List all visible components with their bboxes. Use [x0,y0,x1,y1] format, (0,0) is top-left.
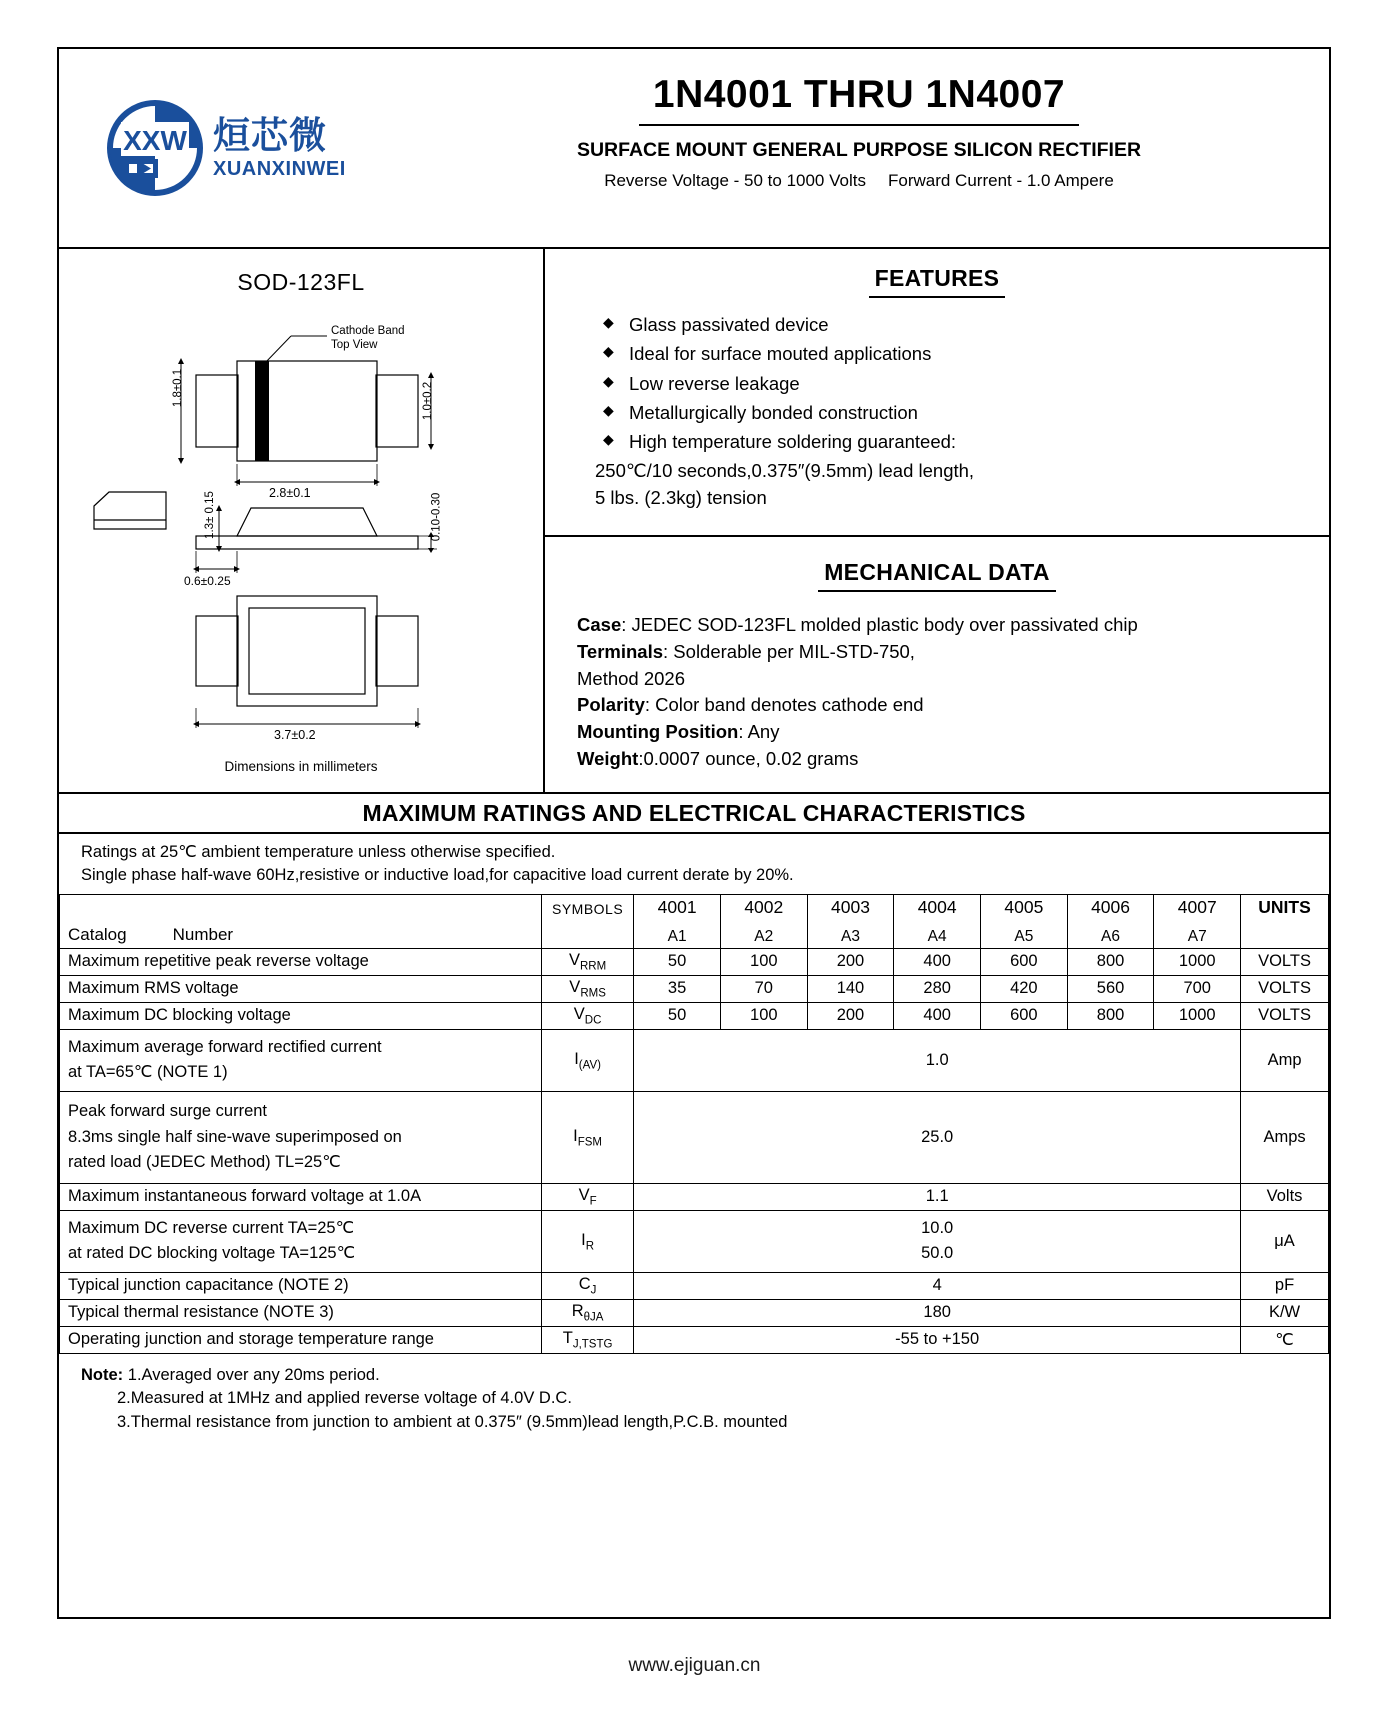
row-description: Maximum DC blocking voltage [60,1002,542,1029]
table-row [60,1183,1329,1210]
mechanical-data-panel [545,537,1329,792]
title-block [409,49,1329,247]
row-value: 50 [634,948,721,975]
xxw-logo-icon [107,100,203,196]
row-value: 50 [634,1002,721,1029]
row-unit: K/W [1241,1299,1329,1326]
row-description: Typical junction capacitance (NOTE 2) [60,1272,542,1299]
cathode-band-text-1: Cathode Band [331,325,405,337]
symbol-main: T [562,1329,573,1348]
units-header-cell [1241,894,1329,948]
symbol-main: V [568,951,580,970]
feature-text: Glass passivated device [629,314,829,335]
mech-polarity-value: : Color band denotes cathode end [644,694,924,716]
mech-case-label: Case [577,614,622,635]
catalog-header-text [68,925,233,945]
row-unit: VOLTS [1241,975,1329,1002]
mech-case-value: : JEDEC SOD-123FL molded plastic body over passivated chip [621,614,1138,635]
symbol-main: I [573,1126,578,1145]
row-unit: ℃ [1241,1326,1329,1353]
feature-continuation-2: 5 lbs. (2.3kg) tension [595,486,767,508]
footnote-text: 2.Measured at 1MHz and applied reverse voltage of 4.0V D.C. [117,1389,572,1408]
package-title: SOD-123FL [237,269,365,295]
footnote-line [81,1364,1329,1387]
symbol-sub: RRM [579,960,607,973]
table-row [60,1002,1329,1029]
footnote-text: 3.Thermal resistance from junction to ambient at 0.375″ (9.5mm)lead length,P.C.B. mounted [117,1412,788,1431]
symbol-main: I [574,1049,579,1068]
package-diagram-svg [59,296,543,766]
row-symbol [541,1326,633,1353]
diamond-bullet-icon: ◆ [603,343,614,360]
dim-width-top: 2.8±0.1 [269,486,311,500]
row-description: Maximum repetitive peak reverse voltage [60,948,542,975]
mech-case [577,612,1309,639]
part-number: 4003 [831,896,870,917]
features-panel [545,249,1329,537]
features-list [603,312,1305,455]
row-value: 200 [807,948,894,975]
row-symbol [541,1002,633,1029]
ratings-notes [59,834,1329,894]
row-unit: μA [1241,1210,1329,1272]
row-unit: Amp [1241,1029,1329,1091]
dim-pad-width: 0.6±0.25 [184,574,231,588]
mech-polarity-label: Polarity [577,694,645,716]
table-row [60,1272,1329,1299]
page-title: 1N4001 THRU 1N4007 [639,73,1079,126]
part-number: 4004 [917,896,957,917]
row-value: 420 [981,975,1068,1002]
page-footer [0,1655,1389,1677]
features-title-text: FEATURES [869,265,1006,298]
row-unit: Volts [1241,1183,1329,1210]
part-header-cell [981,894,1068,948]
part-header-cell [807,894,894,948]
symbols-header-cell [541,894,633,948]
dim-cathode-band-label [331,324,405,353]
row-value-span: 4 [634,1272,1241,1299]
part-number: 4007 [1177,896,1217,917]
mechanical-list [565,612,1309,773]
row-value: 1000 [1154,948,1241,975]
row-value: 560 [1067,975,1154,1002]
mechanical-title-text: MECHANICAL DATA [818,559,1056,592]
dim-height-right: 1.0±0.2 [422,381,435,421]
footnote-line [81,1411,1329,1434]
table-row [60,1210,1329,1272]
row-value: 400 [894,948,981,975]
svg-text:XXW: XXW [123,125,187,156]
list-item [603,312,1305,338]
list-item [603,400,1305,426]
row-symbol [541,948,633,975]
right-column [545,249,1329,792]
datasheet-page [57,47,1331,1619]
company-name-cn: 烜芯微 [213,114,327,158]
symbol-main: V [569,978,581,997]
footer-url[interactable]: www.ejiguan.cn [628,1655,761,1676]
dim-side-thickness: 0.10-0.30 [430,492,443,542]
mech-terminals-label: Terminals [577,640,664,662]
table-header-row [60,894,1329,948]
symbol-main: V [578,1186,590,1205]
page-spec-line [409,171,1309,191]
row-value-span: 1.0 [634,1029,1241,1091]
symbol-main: C [578,1275,591,1294]
mech-terminals-value: : Solderable per MIL-STD-750, [663,640,915,662]
catalog-header-cell [60,894,542,948]
mech-terminals [577,639,1309,666]
footnote-text: 1.Averaged over any 20ms period. [127,1365,380,1384]
row-symbol [541,1029,633,1091]
row-symbol [541,1091,633,1183]
row-symbol [541,1299,633,1326]
mid-section [59,249,1329,794]
mech-weight-label: Weight [577,748,639,770]
row-value: 600 [981,1002,1068,1029]
catalog-label: Catalog [68,924,127,944]
row-value: 700 [1154,975,1241,1002]
diamond-bullet-icon: ◆ [603,314,614,330]
row-description-line: Peak forward surge current [68,1102,268,1120]
mech-mounting-value: : Any [738,721,780,743]
table-row [60,975,1329,1002]
row-description-line: at TA=65℃ (NOTE 1) [68,1063,228,1082]
row-symbol [541,1272,633,1299]
part-code: A4 [927,927,947,945]
features-title [569,265,1305,298]
diamond-bullet-icon: ◆ [603,401,614,418]
row-value-span: 1.1 [634,1183,1241,1210]
part-code: A3 [840,927,860,945]
list-item [603,371,1305,397]
row-description: Typical thermal resistance (NOTE 3) [60,1299,542,1326]
row-value-line: 10.0 [921,1218,954,1237]
row-description-line: rated load (JEDEC Method) TL=25℃ [68,1153,341,1172]
mech-mounting-label: Mounting Position [577,721,739,743]
row-value: 600 [981,948,1068,975]
company-name-en: XUANXINWEI [213,157,346,180]
ratings-note-1: Ratings at 25℃ ambient temperature unless otherwise specified. [81,843,556,861]
mech-weight [577,746,1309,773]
company-logo [59,49,409,247]
ratings-note-2: Single phase half-wave 60Hz,resistive or inductive load,for capacitive load current derate by 20%. [81,866,794,885]
table-row [60,948,1329,975]
row-value: 800 [1067,948,1154,975]
row-value-line: 50.0 [921,1244,954,1263]
row-description [60,1091,542,1183]
row-description-line: 8.3ms single half sine-wave superimposed on [68,1127,402,1146]
row-unit: VOLTS [1241,1002,1329,1029]
row-value: 140 [807,975,894,1002]
row-description-line: at rated DC blocking voltage TA=125℃ [68,1244,356,1263]
symbol-sub: J,TSTG [572,1338,613,1351]
row-value: 800 [1067,1002,1154,1029]
footnote-line [81,1387,1329,1410]
part-code: A5 [1014,927,1034,945]
feature-continuation-1: 250℃/10 seconds,0.375″(9.5mm) lead length, [595,460,975,482]
symbol-sub: θJA [583,1311,604,1324]
footnote-label: Note: [81,1365,124,1384]
spec-reverse-voltage: Reverse Voltage - 50 to 1000 Volts [604,171,866,190]
row-value-span: 25.0 [634,1091,1241,1183]
units-header-text: UNITS [1258,896,1311,917]
mech-polarity [577,692,1309,719]
mechanical-title [565,559,1309,592]
footnotes [59,1354,1329,1434]
symbol-sub: RMS [580,987,606,1000]
part-header-cell [1067,894,1154,948]
row-value: 100 [720,948,807,975]
feature-text: Ideal for surface mouted applications [629,343,932,365]
row-value: 70 [720,975,807,1002]
row-description: Maximum instantaneous forward voltage at 1.0A [60,1183,542,1210]
row-description: Maximum RMS voltage [60,975,542,1002]
row-value: 35 [634,975,721,1002]
dim-bottom-width: 3.7±0.2 [274,728,316,742]
row-value: 280 [894,975,981,1002]
table-row [60,1299,1329,1326]
table-row [60,1326,1329,1353]
symbol-sub: F [589,1195,597,1208]
symbol-sub: DC [584,1014,602,1027]
row-description-line: Maximum DC reverse current TA=25℃ [68,1218,355,1237]
part-header-cell [634,894,721,948]
spec-forward-current: Forward Current - 1.0 Ampere [887,171,1114,190]
page-subtitle: SURFACE MOUNT GENERAL PURPOSE SILICON RECTIFIER [576,139,1142,161]
package-footnote: Dimensions in millimeters [224,759,378,774]
table-row [60,1029,1329,1091]
part-number: 4006 [1091,896,1130,917]
page-header [59,49,1329,249]
cathode-band-text-2: Top View [331,339,378,352]
row-unit: Amps [1241,1091,1329,1183]
symbol-main: R [571,1302,584,1321]
part-header-cell [720,894,807,948]
row-symbol [541,1210,633,1272]
row-value-span: 180 [634,1299,1241,1326]
ratings-table [59,894,1329,1354]
row-symbol [541,975,633,1002]
part-header-cell [1154,894,1241,948]
dim-side-height: 1.3± 0.15 [203,491,216,539]
symbol-sub: R [585,1239,595,1252]
symbol-main: V [573,1005,585,1024]
symbol-sub: FSM [577,1135,603,1148]
row-value-span [634,1210,1241,1272]
symbol-main: I [581,1230,586,1249]
feature-text: Low reverse leakage [629,372,800,394]
feature-text: High temperature soldering guaranteed: [629,431,957,453]
part-number: 4002 [744,896,784,917]
table-row [60,1091,1329,1183]
company-name [213,115,346,181]
diamond-bullet-icon: ◆ [603,431,614,448]
part-code: A7 [1187,927,1207,945]
mech-mounting [577,719,1309,746]
row-value: 400 [894,1002,981,1029]
row-value: 100 [720,1002,807,1029]
row-description-line: Maximum average forward rectified current [68,1037,382,1056]
ratings-title: MAXIMUM RATINGS AND ELECTRICAL CHARACTERISTICS [59,794,1329,834]
part-code: A6 [1101,927,1121,945]
row-description [60,1210,542,1272]
symbol-sub: J [590,1284,597,1297]
part-header-cell [894,894,981,948]
part-code: A2 [754,927,774,945]
number-label: Number [172,924,234,944]
part-number: 4005 [1004,896,1044,917]
symbols-header-text: SYMBOLS [551,900,624,917]
row-symbol [541,1183,633,1210]
row-value-span: -55 to +150 [634,1326,1241,1353]
dim-height-left: 1.8±0.1 [172,368,185,408]
row-value: 200 [807,1002,894,1029]
row-description [60,1029,542,1091]
list-item [603,429,1305,455]
part-number: 4001 [657,896,697,917]
part-code: A1 [667,927,687,945]
feature-text: Metallurgically bonded construction [629,401,918,423]
package-diagram [59,296,543,766]
mech-weight-value: :0.0007 ounce, 0.02 grams [638,748,859,770]
diamond-bullet-icon: ◆ [603,372,614,389]
mech-terminals-value2: Method 2026 [577,667,686,689]
symbol-sub: (AV) [578,1058,601,1071]
row-description: Operating junction and storage temperature range [60,1326,542,1353]
row-unit: VOLTS [1241,948,1329,975]
row-unit: pF [1241,1272,1329,1299]
list-item [603,341,1305,367]
package-drawing-panel [59,249,545,792]
row-value: 1000 [1154,1002,1241,1029]
